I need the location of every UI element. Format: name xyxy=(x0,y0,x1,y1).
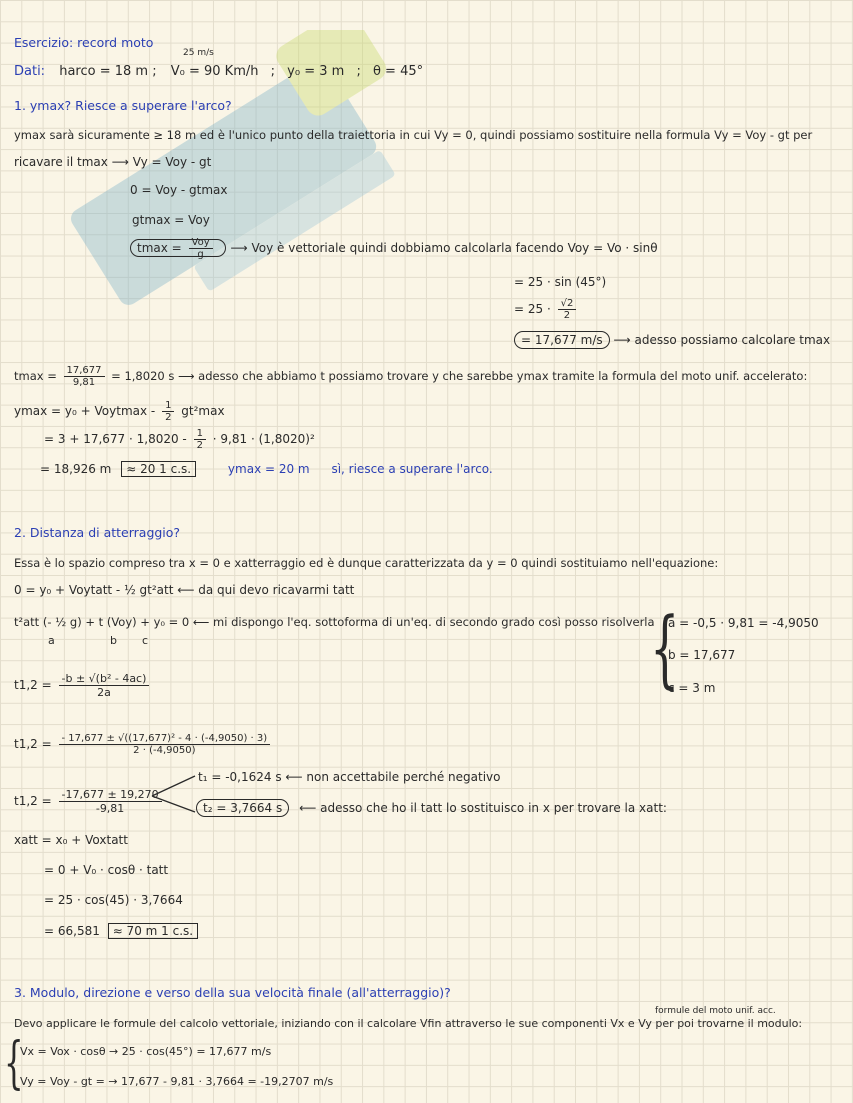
label-c: c xyxy=(142,634,149,647)
tmax-note: ⟶ Voy è vettoriale quindi dobbiamo calcolarla facendo Voy = Vo · sinθ xyxy=(230,241,658,255)
ymax-substitution-numerator: 1 xyxy=(194,428,206,440)
ymax-formula-a: ymax = y₀ + Voytmax - xyxy=(14,404,156,418)
quadratic-formula-fraction xyxy=(59,672,150,699)
quadratic-formula xyxy=(14,672,152,699)
ymax-result xyxy=(40,462,493,476)
tmax-lhs: tmax = xyxy=(137,241,182,255)
ymax-rounded-box: ≈ 20 1 c.s. xyxy=(121,461,196,477)
voy-step-2-numerator: √2 xyxy=(558,298,577,310)
vy-equation: Vy = Voy - gt = → 17,677 - 9,81 · 3,7664 = -19,2707 m/s xyxy=(20,1075,334,1088)
t1-result: t₁ = -0,1624 s ⟵ non accettabile perché negativo xyxy=(198,770,501,784)
t2-result xyxy=(196,801,667,815)
y0-value: y₀ = 3 m xyxy=(287,64,345,79)
tmax-calc-fraction xyxy=(64,365,105,388)
xatt-step-1: = 0 + V₀ · cosθ · tatt xyxy=(44,863,169,877)
voy-step-3 xyxy=(514,333,830,347)
ymax-formula-denominator: 2 xyxy=(165,412,172,423)
ymax-formula-fraction xyxy=(162,400,174,423)
quadratic-substitution-fraction xyxy=(59,733,271,756)
ymax-substitution-fraction xyxy=(194,428,206,451)
section2-heading: 2. Distanza di atterraggio? xyxy=(14,525,181,540)
quadratic-formula-numerator: -b ± √(b² - 4ac) xyxy=(59,672,150,686)
quadratic-formula-denominator: 2a xyxy=(97,686,111,699)
section3-heading: 3. Modulo, direzione e verso della sua velocità finale (all'atterraggio)? xyxy=(14,985,451,1000)
tmax-calc-lhs: tmax = xyxy=(14,369,57,383)
ymax-substitution-b: · 9,81 · (1,8020)² xyxy=(212,432,315,446)
voy-result: = 17,677 m/s xyxy=(514,331,610,349)
v0-value: V₀ = 90 Km/h xyxy=(170,64,259,79)
section2-paragraph-1: Essa è lo spazio compreso tra x = 0 e xatterraggio ed è dunque caratterizzata da y = 0 quindi sostituiamo nell'equazione: xyxy=(14,556,719,570)
voy-step-2-prefix: = 25 · xyxy=(514,302,551,316)
velocity-brace: { xyxy=(4,1031,24,1096)
quadratic-result xyxy=(14,788,165,815)
section1-heading: 1. ymax? Riesce a superare l'arco? xyxy=(14,98,232,113)
xatt-step-2: = 25 · cos(45) · 3,7664 xyxy=(44,893,183,907)
tmax-numerator: Voy xyxy=(189,237,213,249)
section2-paragraph-2: 0 = y₀ + Voytatt - ½ gt²att ⟵ da qui devo ricavarmi tatt xyxy=(14,583,355,597)
coefficients-brace: { xyxy=(650,599,680,697)
t2-note: ⟵ adesso che ho il tatt lo sostituisco in x per trovare la xatt: xyxy=(299,801,667,815)
data-label: Dati: xyxy=(14,64,46,79)
semicolon-1: ; xyxy=(270,64,276,79)
ymax-result-value: = 18,926 m xyxy=(40,462,112,476)
label-b: b xyxy=(110,634,117,647)
quadratic-result-fraction xyxy=(59,788,162,815)
tmax-calc-denominator: 9,81 xyxy=(72,377,96,388)
quadratic-substitution-denominator: 2 · (-4,9050) xyxy=(133,745,196,756)
quadratic-formula-lhs: t1,2 = xyxy=(14,678,52,692)
tmax-calc-rhs: = 1,8020 s ⟶ adesso che abbiamo t possiamo trovare y che sarebbe ymax tramite la formula del moto unif. accelerato: xyxy=(111,369,808,383)
ymax-substitution-a: = 3 + 17,677 · 1,8020 - xyxy=(44,432,187,446)
ymax-substitution-denominator: 2 xyxy=(196,440,203,451)
semicolon-2: ; xyxy=(356,64,361,79)
section3-small-note: formule del moto unif. acc. xyxy=(655,1006,776,1016)
data-line xyxy=(14,64,423,79)
section1-paragraph-1: ymax sarà sicuramente ≥ 18 m ed è l'unico punto della traiettoria in cui Vy = 0, quindi possiamo sostituire nella formula Vy = Voy - gt per xyxy=(14,128,813,142)
ymax-substitution xyxy=(44,428,315,451)
ymax-formula-numerator: 1 xyxy=(162,400,174,412)
ymax-conclusion: sì, riesce a superare l'arco. xyxy=(331,462,493,476)
voy-step-2-denominator: 2 xyxy=(563,310,571,321)
xatt-formula: xatt = x₀ + Voxtatt xyxy=(14,833,128,847)
voy-step-2 xyxy=(514,298,579,321)
xatt-rounded-box: ≈ 70 m 1 c.s. xyxy=(108,923,198,939)
label-a: a xyxy=(48,634,55,647)
tmax-denominator: g xyxy=(197,249,204,260)
ymax-formula-b: gt²max xyxy=(181,404,225,418)
coefficient-b: b = 17,677 xyxy=(668,648,736,662)
xatt-result xyxy=(44,924,198,938)
voy-step-2-fraction xyxy=(558,298,577,321)
quadratic-result-lhs: t1,2 = xyxy=(14,794,52,808)
page-title: Esercizio: record moto xyxy=(14,35,154,50)
tmax-formula xyxy=(130,237,658,260)
section1-paragraph-2: ricavare il tmax ⟶ Vy = Voy - gt xyxy=(14,155,212,169)
quadratic-substitution xyxy=(14,733,273,756)
tmax-calc-numerator: 17,677 xyxy=(64,365,105,377)
quadratic-substitution-lhs: t1,2 = xyxy=(14,737,52,751)
vx-equation: Vx = Vox · cosθ → 25 · cos(45°) = 17,677 m/s xyxy=(20,1045,272,1058)
ymax-formula xyxy=(14,400,225,423)
section1-eq-2: gtmax = Voy xyxy=(132,213,210,227)
section1-eq-1: 0 = Voy - gtmax xyxy=(130,183,228,197)
voy-step-1: = 25 · sin (45°) xyxy=(514,275,607,289)
v0-note: 25 m/s xyxy=(183,48,214,58)
coefficient-c: c = 3 m xyxy=(668,681,716,695)
tmax-fraction xyxy=(189,237,213,260)
quadratic-substitution-numerator: - 17,677 ± √((17,677)² - 4 · (-4,9050) · 3) xyxy=(59,733,271,745)
t2-oval: t₂ = 3,7664 s xyxy=(196,799,289,817)
voy-result-note: ⟶ adesso possiamo calcolare tmax xyxy=(613,333,831,347)
coefficient-a: a = -0,5 · 9,81 = -4,9050 xyxy=(668,616,819,630)
section3-paragraph-1: Devo applicare le formule del calcolo vettoriale, iniziando con il calcolare Vfin attraverso le sue componenti Vx e Vy per poi trovarne il modulo: xyxy=(14,1017,803,1030)
ymax-final: ymax = 20 m xyxy=(227,462,310,476)
xatt-result-value: = 66,581 xyxy=(44,924,100,938)
section2-paragraph-3: t²att (- ½ g) + t (Voy) + y₀ = 0 ⟵ mi dispongo l'eq. sottoforma di un'eq. di secondo grado così posso risolverla xyxy=(14,615,655,629)
tmax-calculation xyxy=(14,365,807,388)
branch-arrows xyxy=(150,770,200,820)
theta-value: θ = 45° xyxy=(372,64,424,79)
tmax-oval xyxy=(130,237,226,260)
harco-value: harco = 18 m ; xyxy=(59,64,157,79)
quadratic-result-numerator: -17,677 ± 19,270 xyxy=(59,788,162,802)
quadratic-result-denominator: -9,81 xyxy=(95,802,125,815)
